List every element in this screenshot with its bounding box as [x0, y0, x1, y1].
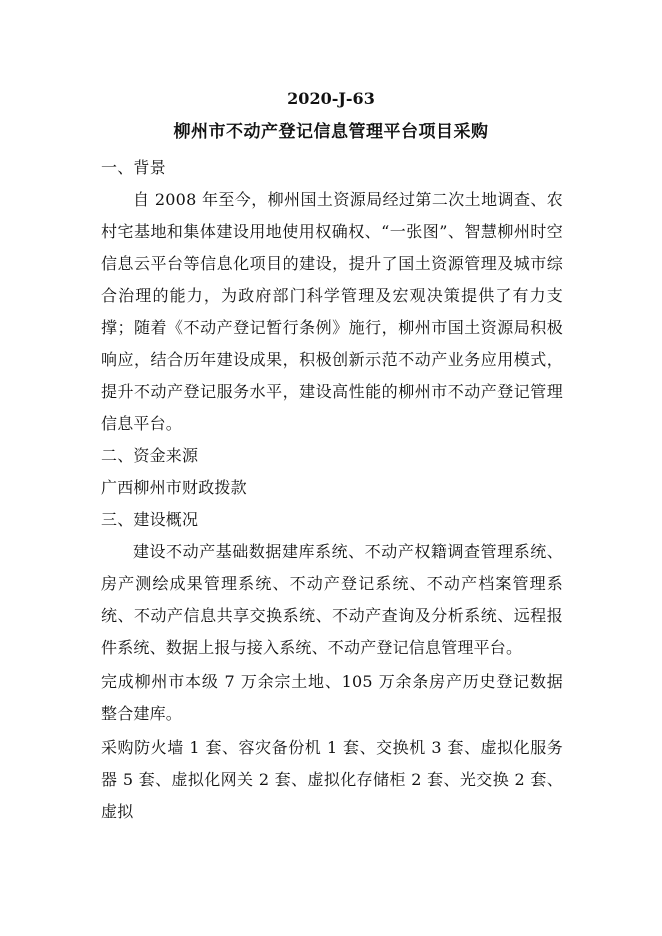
funding-source-paragraph: 广西柳州市财政拨款 [101, 478, 247, 497]
document-title: 柳州市不动产登记信息管理平台项目采购 [173, 122, 489, 142]
procurement-paragraph: 采购防火墙 1 套、容灾备份机 1 套、交换机 3 套、虚拟化服务器 5 套、虚拟化网关 2 套、虚拟化存储柜 2 套、光交换 2 套、虚拟 [101, 738, 563, 821]
construction-systems-paragraph: 建设不动产基础数据建库系统、不动产权籍调查管理系统、房产测绘成果管理系统、不动产登记系统、不动产档案管理系统、不动产信息共享交换系统、不动产查询及分析系统、远程报件系统、数据上报与接入系统、不动产登记信息管理平台。 [101, 542, 563, 657]
background-paragraph: 自 2008 年至今，柳州国土资源局经过第二次土地调查、农村宅基地和集体建设用地使用权确权、“一张图”、智慧柳州时空信息云平台等信息化项目的建设，提升了国土资源管理及城市综合治理的能力，为政府部门科学管理及宏观决策提供了有力支撑；随着《不动产登记暂行条例》施行，柳州市国土资源局积极响应，结合历年建设成果，积极创新示范不动产业务应用模式，提升不动产登记服务水平，建设高性能的柳州市不动产登记管理信息平台。 [101, 190, 563, 433]
document-body [101, 152, 563, 828]
section-heading-construction-overview: 三、建设概况 [101, 510, 199, 529]
data-integration-paragraph: 完成柳州市本级 7 万余宗土地、105 万余条房产历史登记数据整合建库。 [101, 672, 563, 723]
section-heading-background: 一、背景 [101, 158, 166, 177]
document-code: 2020-J-63 [287, 89, 375, 108]
section-heading-funding-source: 二、资金来源 [101, 446, 199, 465]
